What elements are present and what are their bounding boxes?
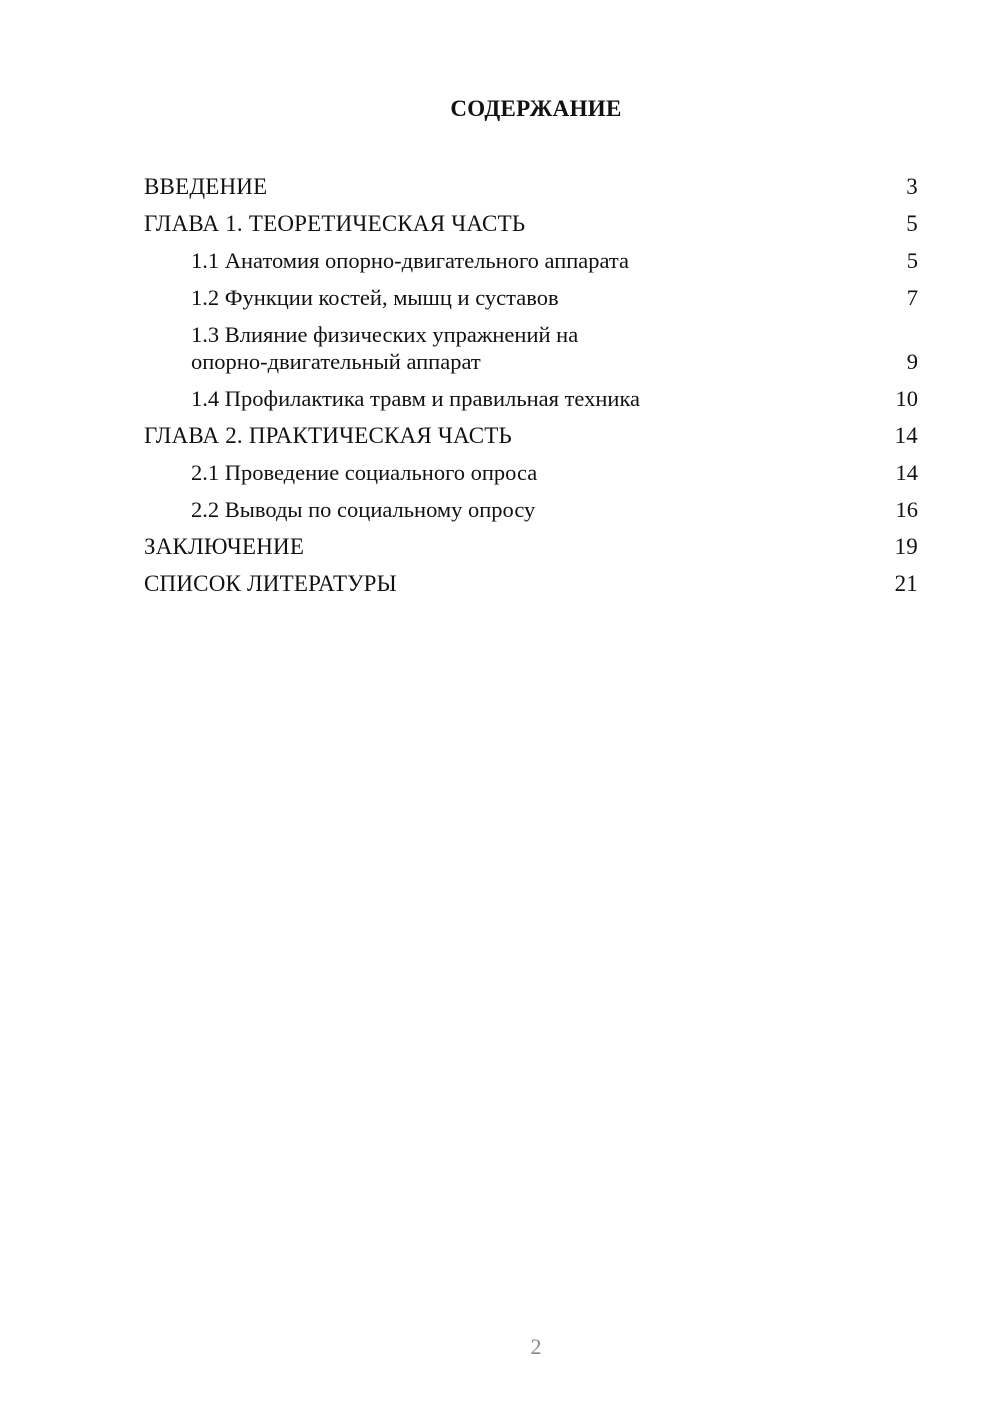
toc-entry-title: ГЛАВА 2. ПРАКТИЧЕСКАЯ ЧАСТЬ [144,423,512,448]
toc-entry [144,205,918,242]
toc-subentry-page: 16 [895,497,918,522]
toc-entry-page: 21 [894,571,918,596]
toc-entry-page: 19 [894,534,918,559]
toc-subentry [144,279,918,316]
toc-subentry-page: 10 [895,386,918,411]
toc-entry-title: ЗАКЛЮЧЕНИЕ [144,534,305,559]
table-of-contents [144,168,918,602]
toc-subentry [144,491,918,528]
toc-subentry-title: 2.2 Выводы по социальному опросу [191,497,536,522]
page-number: 2 [530,1334,542,1359]
toc-entry-title: ГЛАВА 1. ТЕОРЕТИЧЕСКАЯ ЧАСТЬ [144,211,526,236]
toc-subentry-title: 1.2 Функции костей, мышц и суставов [191,285,559,310]
toc-entry-page: 3 [906,174,918,199]
toc-entry-title: ВВЕДЕНИЕ [144,174,268,199]
toc-entry-title: СПИСОК ЛИТЕРАТУРЫ [144,571,397,596]
toc-subentry-title: 1.4 Профилактика травм и правильная техника [191,386,641,411]
toc-entry [144,168,918,205]
toc-subentry [144,242,918,279]
toc-entry-page: 5 [906,211,918,236]
toc-subentry [144,454,918,491]
toc-entry [144,528,918,565]
toc-subentry-page: 9 [906,349,918,374]
toc-subentry-page: 5 [906,248,918,273]
toc-entry [144,417,918,454]
toc-subentry [144,380,918,417]
toc-subentry-page: 14 [895,460,918,485]
toc-subentry-title: 2.1 Проведение социального опроса [191,460,538,485]
toc-entry-page: 14 [894,423,918,448]
toc-subentry [144,316,918,380]
toc-subentry-title: 1.1 Анатомия опорно-двигательного аппарата [191,248,630,273]
toc-subentry-title: 1.3 Влияние физических упражнений на опорно-двигательный аппарат [191,322,579,374]
toc-subentry-page: 7 [906,285,918,310]
page-title: СОДЕРЖАНИЕ [450,96,622,121]
toc-entry [144,565,918,602]
